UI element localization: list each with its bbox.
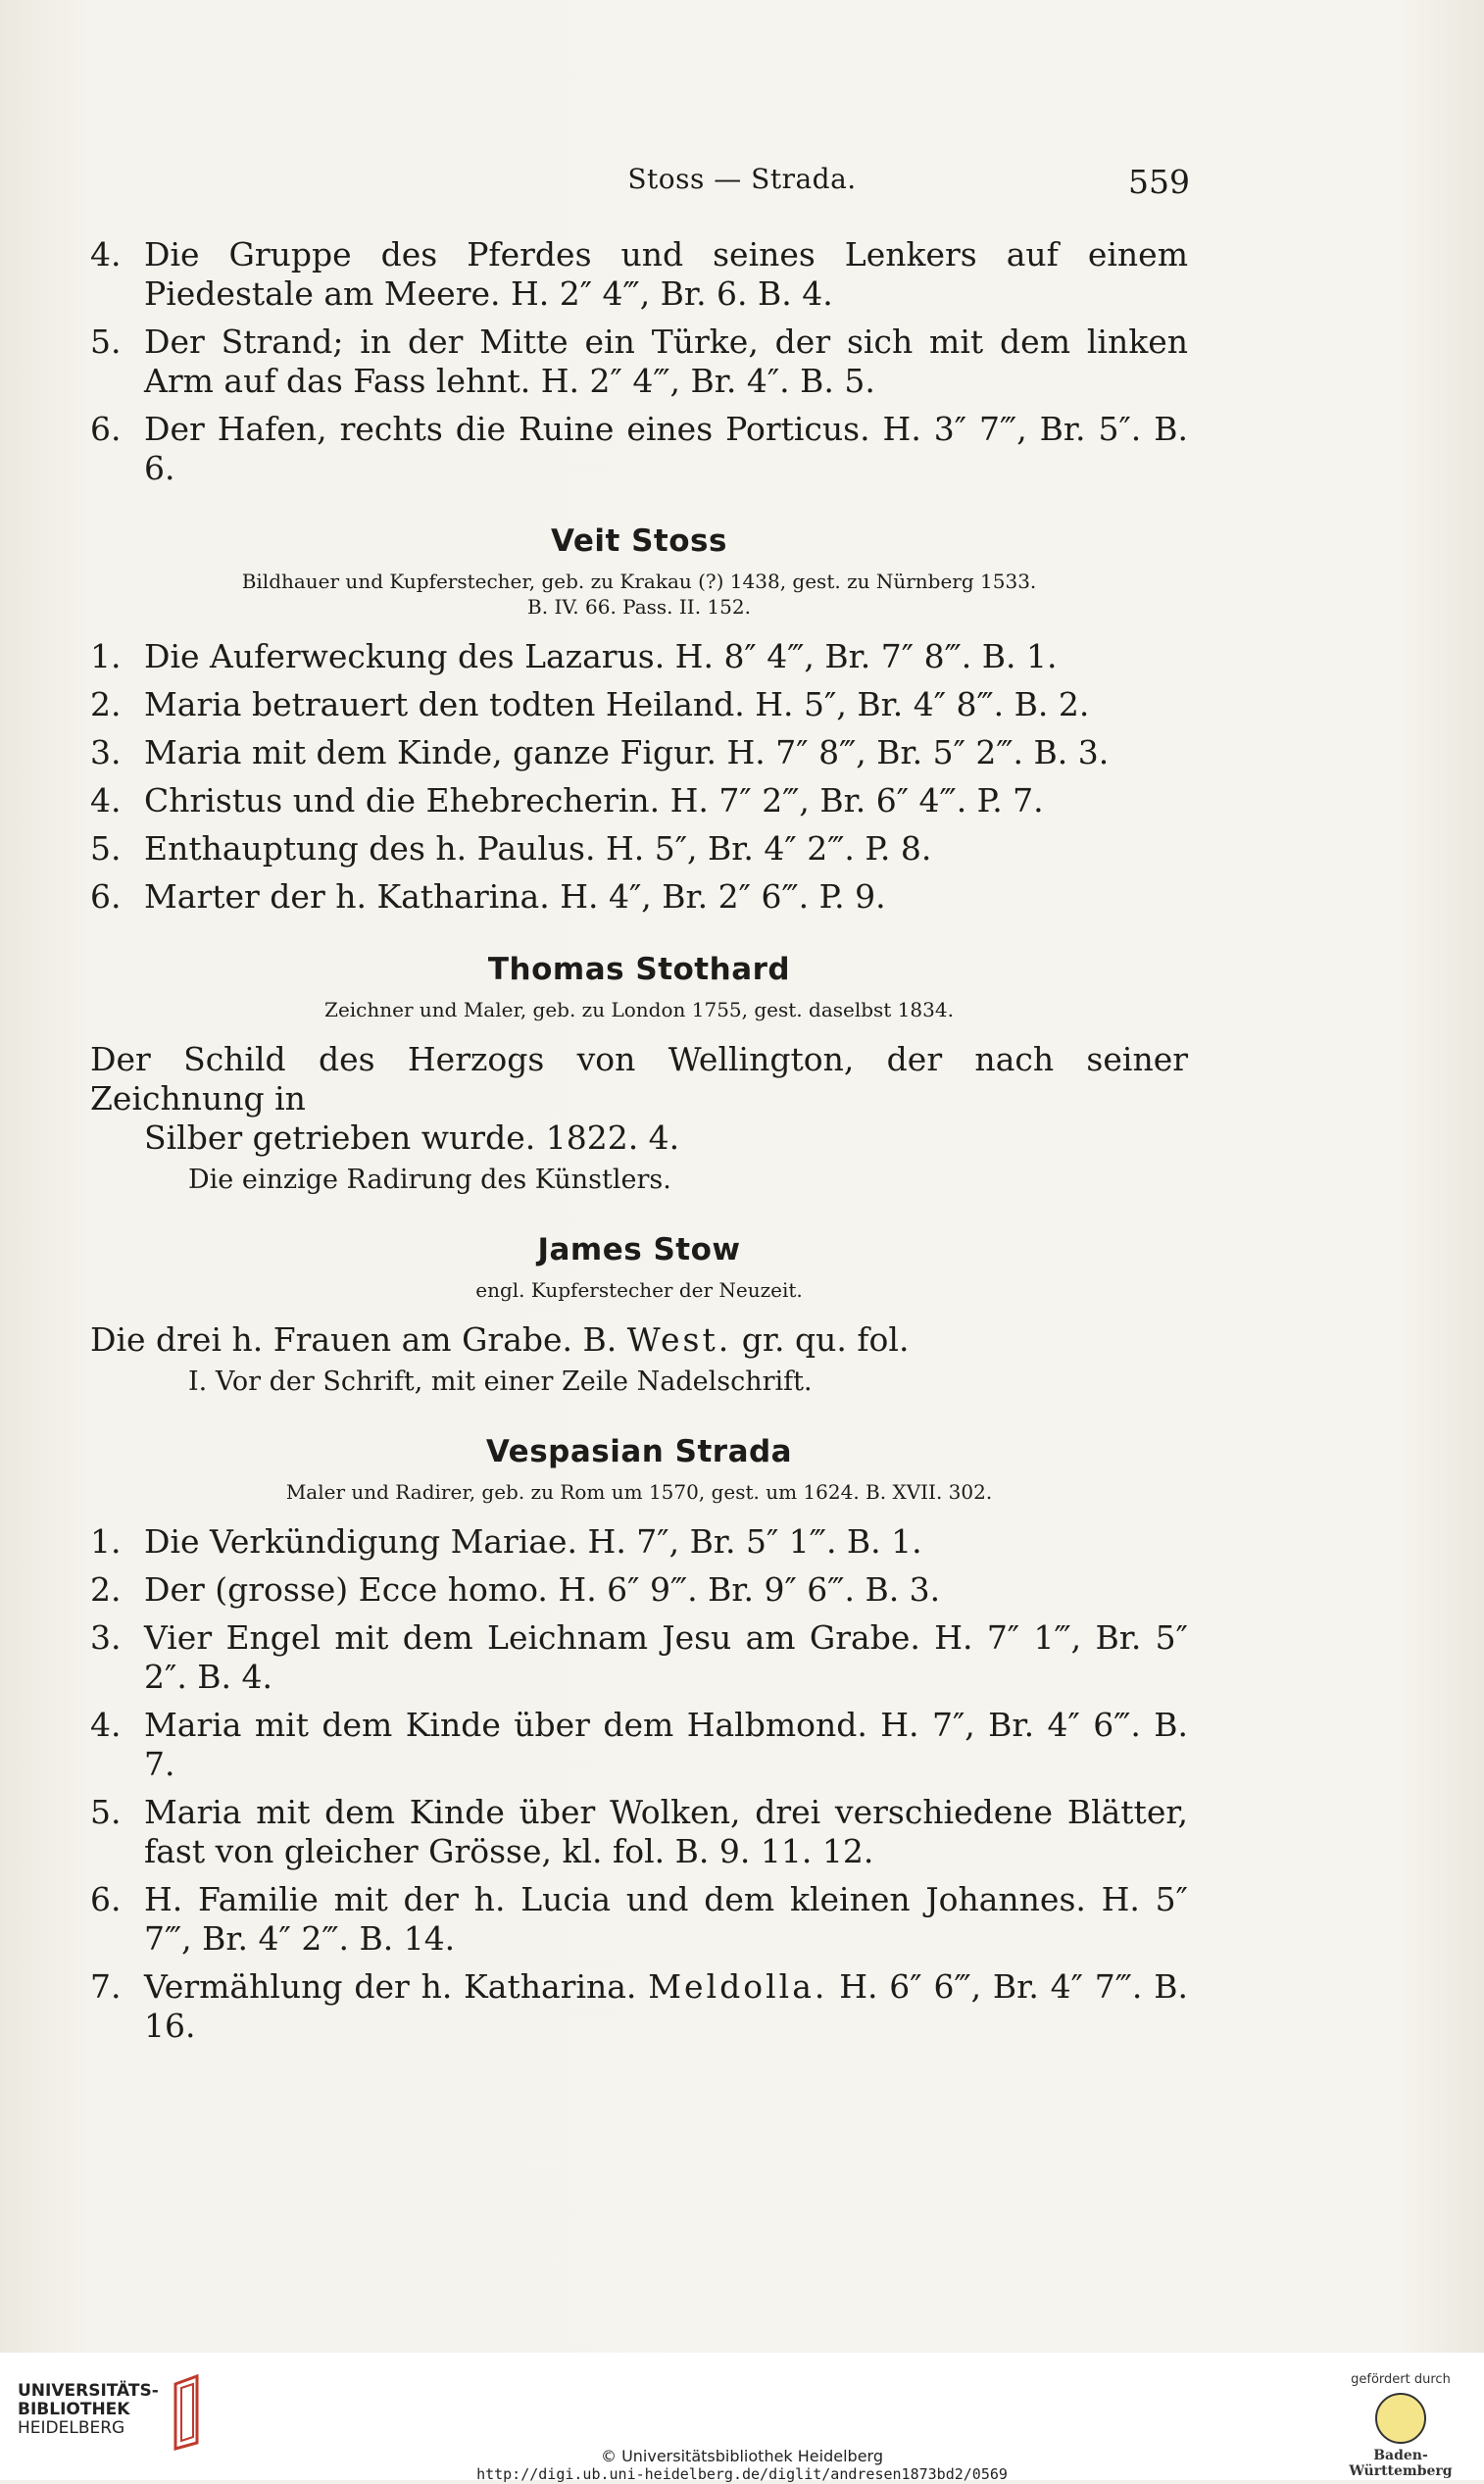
list-item: 4. Die Gruppe des Pferdes und seines Lenkers auf einem Piedestale am Meere. H. 2″ 4‴, Br. 6. B. 4. (90, 235, 1188, 313)
list-item: 6. H. Familie mit der h. Lucia und dem kleinen Johannes. H. 5″ 7‴, Br. 4″ 2‴. B. 14. (90, 1880, 1188, 1958)
viewer-footer (0, 2353, 1484, 2483)
running-head: Stoss — Strada. (627, 163, 857, 195)
section-bio: Bildhauer und Kupferstecher, geb. zu Krakau (?) 1438, gest. zu Nürnberg 1533. B. IV. 66. Pass. II. 152. (241, 570, 1037, 619)
intro-entries (90, 235, 1188, 488)
list-item: 7. Vermählung der h. Katharina. Meldolla. H. 6″ 6‴, Br. 4″ 7‴. B. 16. (90, 1967, 1188, 2045)
permalink[interactable]: http://digi.ub.uni-heidelberg.de/diglit/andresen1873bd2/0569 (476, 2465, 1008, 2483)
section-title-thomas-stothard: Thomas Stothard (487, 952, 791, 987)
list-item: 2. Der (grosse) Ecce homo. H. 6″ 9‴. Br. 9″ 6‴. B. 3. (90, 1570, 941, 1609)
list-item: 4. Maria mit dem Kinde über dem Halbmond. H. 7″, Br. 4″ 6‴. B. 7. (90, 1706, 1188, 1783)
page-number: 559 (1128, 163, 1190, 201)
sponsor-logo[interactable]: gefördert durch Baden-Württemberg (1349, 2372, 1453, 2479)
list-item: 5. Der Strand; in der Mitte ein Türke, der sich mit dem linken Arm auf das Fass lehnt. H. 2″ 4‴, Br. 4″. B. 5. (90, 323, 1188, 400)
list-item: 3. Vier Engel mit dem Leichnam Jesu am Grabe. H. 7″ 1‴, Br. 5″ 2″. B. 4. (90, 1618, 1188, 1696)
list-item: 3. Maria mit dem Kinde, ganze Figur. H. 7″ 8‴, Br. 5″ 2‴. B. 3. (90, 733, 1110, 771)
list-item: 1. Die Verkündigung Mariae. H. 7″, Br. 5″ 1‴. B. 1. (90, 1522, 922, 1561)
page-body (90, 235, 1188, 2055)
list-item: 6. Marter der h. Katharina. H. 4″, Br. 2″ 6‴. P. 9. (90, 877, 886, 916)
section-bio: Zeichner und Maler, geb. zu London 1755, gest. daselbst 1834. (324, 998, 954, 1021)
list-item: 5. Enthauptung des h. Paulus. H. 5″, Br. 4″ 2‴. P. 8. (90, 829, 932, 868)
copyright-notice: © Universitätsbibliothek Heidelberg http://digi.ub.uni-heidelberg.de/diglit/andresen1873bd2/0569 (0, 2447, 1484, 2484)
list-item: 1. Die Auferweckung des Lazarus. H. 8″ 4‴, Br. 7″ 8‴. B. 1. (90, 637, 1058, 675)
section-title-vespasian-strada: Vespasian Strada (485, 1434, 793, 1469)
section-bio: Maler und Radirer, geb. zu Rom um 1570, gest. um 1624. B. XVII. 302. (285, 1480, 993, 1504)
section-title-james-stow: James Stow (537, 1232, 741, 1267)
note: I. Vor der Schrift, mit einer Zeile Nadelschrift. (188, 1366, 813, 1397)
paragraph: Der Schild des Herzogs von Wellington, der nach seiner Zeichnung in Silber getrieben wurde. 1822. 4. (90, 1040, 1188, 1157)
state-crest-icon (1375, 2393, 1426, 2444)
page-header (0, 163, 1484, 202)
library-logo-icon (172, 2374, 203, 2451)
list-item: 5. Maria mit dem Kinde über Wolken, drei verschiedene Blätter, fast von gleicher Grösse, kl. fol. B. 9. 11. 12. (90, 1793, 1188, 1870)
section-title-veit-stoss: Veit Stoss (551, 523, 727, 559)
list-item: 2. Maria betrauert den todten Heiland. H. 5″, Br. 4″ 8‴. B. 2. (90, 685, 1090, 723)
list-item: 6. Der Hafen, rechts die Ruine eines Porticus. H. 3″ 7‴, Br. 5″. B. 6. (90, 410, 1188, 487)
library-logo[interactable]: UNIVERSITÄTS- BIBLIOTHEK HEIDELBERG (18, 2381, 159, 2438)
section-bio: engl. Kupferstecher der Neuzeit. (475, 1278, 803, 1302)
paragraph: Die drei h. Frauen am Grabe. B. West. gr. qu. fol. (90, 1320, 910, 1359)
list-item: 4. Christus und die Ehebrecherin. H. 7″ 2‴, Br. 6″ 4‴. P. 7. (90, 781, 1044, 820)
note: Die einzige Radirung des Künstlers. (188, 1165, 671, 1195)
